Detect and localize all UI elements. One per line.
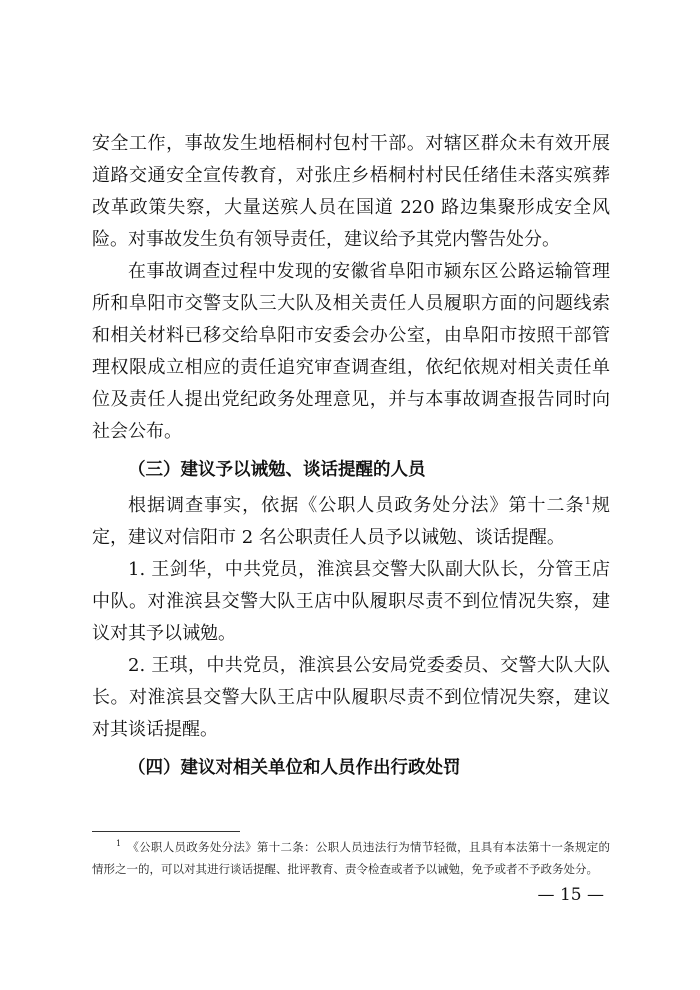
paragraph-legal-basis xyxy=(92,490,610,554)
footnote-reference[interactable]: 1 xyxy=(584,496,591,507)
section-heading-4: （四）建议对相关单位和人员作出行政处罚 xyxy=(128,758,461,778)
main-text xyxy=(92,128,610,784)
paragraph-person-1: 1. 王剑华，中共党员，淮滨县交警大队副大队长，分管王店中队。对淮滨县交警大队王店中队履职尽责不到位情况失察，建议对其予以诫勉。 xyxy=(92,559,610,644)
footnote xyxy=(92,836,610,880)
section-heading-3: （三）建议予以诫勉、谈话提醒的人员 xyxy=(128,460,426,480)
paragraph-person-2: 2. 王琪，中共党员，淮滨县公安局党委委员、交警大队大队长。对淮滨县交警大队王店中队履职尽责不到位情况失察，建议对其谈话提醒。 xyxy=(92,655,610,740)
page-number: — 15 — xyxy=(537,885,604,905)
footnote-text: 《公职人员政务处分法》第十二条：公职人员违法行为情节轻微，且具有本法第十一条规定的情形之一的，可以对其进行谈话提醒、批评教育、责令检查或者予以诫勉，免予或者不予政务处分。 xyxy=(92,840,610,876)
paragraph-accountability-end: 安全工作，事故发生地梧桐村包村干部。对辖区群众未有效开展道路交通安全宣传教育，对张庄乡梧桐村村民任绪佳未落实殡葬改革政策失察，大量送殡人员在国道 220 路边集聚形成安全风险。对事故发生负有领导责任，建议给予其党内警告处分。 xyxy=(92,133,610,250)
paragraph-transfer-clues: 在事故调查过程中发现的安徽省阜阳市颍东区公路运输管理所和阜阳市交警支队三大队及相关责任人员履职方面的问题线索和相关材料已移交给阜阳市安委会办公室，由阜阳市按照干部管理权限成立相应的责任追究审查调查组，依纪依规对相关责任单位及责任人提出党纪政务处理意见，并与本事故调查报告同时向社会公布。 xyxy=(92,261,610,442)
footnote-divider xyxy=(92,831,240,832)
legal-basis-text-2: 规定，建议对信阳市 2 名公职责任人员予以诫勉、谈话提醒。 xyxy=(92,495,611,548)
legal-basis-text-1: 根据调查事实，依据《公职人员政务处分法》第十二条 xyxy=(128,495,585,516)
footnote-marker: 1 xyxy=(116,839,122,849)
